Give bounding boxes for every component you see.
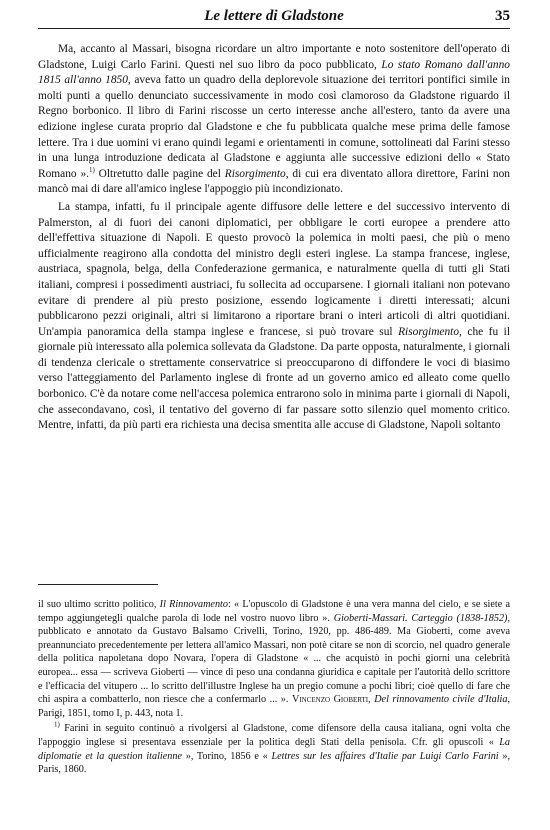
work-title: Del rinnovamento civile d'Italia — [374, 694, 508, 706]
work-title: Lettres sur les affaires d'Italie par Luigi Carlo Farini — [271, 750, 499, 762]
footnotes — [38, 598, 510, 777]
page-number: 35 — [495, 8, 510, 24]
text-run: », Paris, 1860. — [38, 750, 511, 776]
text-run: , — [368, 694, 375, 706]
text-run: Farini in seguito continuò a rivolgersi al Gladstone, come difensore della causa italiana, ogni volta che l'appoggio inglese si presentava essenziale per la politica degli Stati della penisola. Cfr. gli opuscoli « — [38, 723, 510, 748]
running-title: Le lettere di Gladstone — [204, 8, 344, 24]
paragraph-press — [38, 200, 510, 434]
text-run: La stampa, infatti, fu il principale agente diffusore delle lettere e del successivo intervento di Palmerston, al di fuori dei canoni diplomatici, per obbligare le corti europee a prendere atto dell'effettiva situazione di Napoli. E questo provocò la polemica in molti paesi, che più o meno ufficialmente reagirono alla condotta del ministro degli esteri inglese. La stampa francese, inglese, austriaca, spagnola, belga, della Confederazione germanica, e naturalmente quella di tutti gli Stati italiani, compresi i possedimenti austriaci, fu sollecita ad occuparsene. I giornali italiani non potevano evitare di prendere al più presto posizione, essendo logicamente i diretti interessati; alcuni pubblicarono pezzi originali, altri si limitarono a riportare brani o interi articoli di altri quotidiani. Un'ampia panoramica della stampa inglese e francese, si può trovare sul — [38, 200, 510, 338]
text-run: Oltretutto dalle pagine del — [94, 167, 225, 180]
text-run: , di cui era diventato allora direttore, Farini non mancò mai di dare all'amico inglese l'appoggio più incondizionato. — [38, 167, 510, 196]
text-run: Ma, accanto al Massari, bisogna ricordare un altro importante e noto sostenitore dell'operato di Gladstone, Luigi Carlo Farini. Questi nel suo libro da poco pubblicato, — [38, 43, 510, 71]
footnote-ref: 1) — [88, 165, 95, 174]
text-run: , che fu il giornale più interessato alla polemica sollevata da Gladstone. Da parte opposta, naturalmente, i giornali di tendenza clericale o strettamente conservatrice si preoccuparono di diffondere le voci di biasimo verso l'atteggiamento del Parlamento inglese di fronte ad un governo amico ed alleato come quello borbonico. C'è da notare come nell'accesa polemica entrarono solo in minima parte i giornali di Napoli, che assecondavano, così, il tentativo del governo di far passare sotto silenzio quel momento critico. Mentre, infatti, da più parti era richiesta una decisa smentita alle accuse di Gladstone, Napoli soltanto — [38, 325, 510, 432]
text-run: : « L'opuscolo di Gladstone è una vera manna del cielo, e se siete a tempo aggiungetegli qualche parola di lode nel vostro nuovo libro ». — [38, 599, 510, 624]
newspaper-title: Risorgimento — [398, 325, 460, 338]
text-run: , aveva fatto un quadro della deplorevole situazione dei territori pontifici simile in molti punti a quello denunciato successivamente in modo così clamoroso da Gladstone riguardo il Regno borbonico. Il libro di Farini riscosse un certo interesse anche all'estero, tanto da avere una edizione inglese curata proprio dal Gladstone e che fu pubblicata qualche mese prima delle famose lettere. Tra i due uomini vi erano quindi legami e orientamenti in comune, sottolineati dal Farini stesso in una lunga introduzione dedicata al Gladstone e aggiunta alle successive edizioni dello « Stato Romano ». — [38, 74, 510, 180]
main-text — [38, 42, 510, 434]
text-run: , pubblicato e annotato da Gustavo Balsamo Crivelli, Torino, 1920, pp. 486-489. Ma Gioberti, come aveva preannunciato precedentemente per lettera all'amico Massari, non potè citare se non di scorcio, nel quadro generale della politica napoletana dopo Novara, l'opera di Gladstone « ... che acquistò in pochi giorni una celebrità europea... essa — scriveva Gioberti — vince di peso una condanna giuridica e capitale per l'autorità dello scrittore e l'efficacia del vitupero ... lo scritto dell'illustre Inglese ha un pregio comune a pochi libri; cioè quello di fare che chi aspira a combatterlo, non riesce che a confermarlo ... ». — [38, 612, 510, 706]
book-title: Lo stato Romano dall'anno 1815 all'anno 1850 — [38, 58, 510, 87]
footnote-rule — [38, 584, 158, 585]
page-header — [38, 6, 510, 29]
author-name: Vincenzo Gioberti — [291, 694, 369, 706]
footnote-1 — [38, 722, 510, 776]
footnote-marker: 1) — [54, 720, 60, 729]
newspaper-title: Risorgimento — [224, 167, 286, 180]
text-run: », Torino, 1856 e « — [181, 750, 272, 762]
work-title: La diplomatie et la question italienne — [38, 736, 510, 762]
text-run: il suo ultimo scritto politico, — [38, 599, 160, 610]
footnote-continuation — [38, 598, 510, 720]
text-run: , Parigi, 1851, tomo I, p. 443, nota 1. — [38, 694, 511, 719]
work-title: Gioberti-Massari. Carteggio (1838-1852) — [333, 612, 508, 624]
paragraph-farini — [38, 42, 510, 198]
work-title: Il Rinnovamento — [159, 599, 228, 610]
